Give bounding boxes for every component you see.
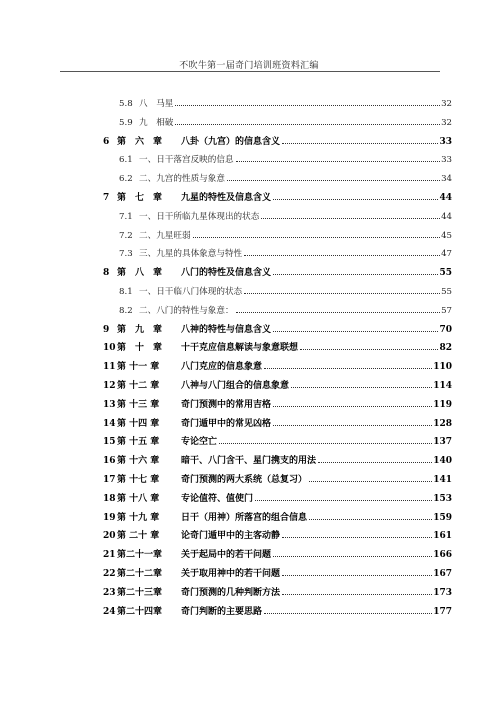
toc-page-number: 33 (439, 136, 452, 147)
toc-number: 14 (103, 418, 116, 429)
toc-title: 八卦（九宫）的信息含义 (181, 136, 281, 147)
toc-number: 7.2 (119, 230, 133, 241)
toc-chapter-entry[interactable] (103, 434, 452, 450)
toc-section-entry[interactable] (119, 209, 452, 225)
toc-title: 二、九星旺弱 (139, 230, 191, 241)
toc-chapter-entry[interactable] (103, 585, 452, 601)
toc-page-number: 45 (441, 230, 452, 241)
toc-page-number: 166 (433, 550, 452, 561)
toc-title: 专论值符、值使门 (181, 493, 254, 504)
toc-section-entry[interactable] (119, 152, 452, 168)
toc-number: 8 (103, 268, 110, 279)
toc-chapter-entry[interactable] (103, 472, 452, 488)
toc-dot-leader (273, 331, 438, 332)
toc-page-number: 32 (441, 117, 452, 128)
toc-title: 九 相破 (139, 117, 174, 128)
toc-number: 11 (103, 362, 116, 373)
toc-chapter-entry[interactable] (103, 378, 452, 394)
toc-number: 23 (103, 587, 116, 598)
toc-dot-leader (273, 425, 432, 426)
toc-chapter-entry[interactable] (103, 528, 452, 544)
toc-title: 关于起局中的若干问题 (181, 550, 272, 561)
toc-page-number: 55 (441, 287, 452, 297)
toc-page-number: 32 (441, 99, 452, 109)
toc-title: 日干（用神）所落宫的组合信息 (181, 512, 308, 523)
header-rule (60, 71, 440, 72)
toc-dot-leader (175, 105, 440, 106)
toc-chapter-label: 第二十一章 (117, 550, 163, 561)
toc-dot-leader (273, 199, 438, 200)
toc-dot-leader (264, 368, 432, 369)
toc-page-number: 44 (441, 211, 452, 222)
toc-chapter-label: 第 六 章 (117, 136, 163, 147)
toc-title: 二、九宫的性质与象意 (139, 174, 225, 185)
toc-chapter-label: 第 十五 章 (117, 437, 160, 448)
toc-chapter-label: 第 十一 章 (117, 362, 160, 373)
toc-dot-leader (227, 180, 440, 181)
toc-section-entry[interactable] (119, 115, 452, 131)
toc-page-number: 177 (433, 606, 452, 617)
toc-chapter-entry[interactable] (103, 453, 452, 469)
toc-section-entry[interactable] (119, 96, 452, 112)
toc-number: 8.1 (119, 287, 133, 297)
toc-page-number: 161 (433, 531, 452, 542)
toc-chapter-label: 第 十四 章 (117, 418, 160, 429)
toc-chapter-entry[interactable] (103, 397, 452, 413)
toc-chapter-label: 第 十九 章 (117, 512, 160, 523)
toc-page-number: 173 (433, 587, 452, 598)
toc-section-entry[interactable] (119, 284, 452, 300)
toc-page-number: 57 (441, 305, 452, 316)
toc-title: 奇门预测的两大系统（总复习） (181, 475, 308, 485)
toc-chapter-label: 第 十二 章 (117, 381, 160, 391)
toc-number: 9 (103, 324, 110, 335)
toc-chapter-label: 第 八 章 (117, 268, 163, 279)
toc-dot-leader (309, 481, 432, 482)
toc-page-number: 114 (433, 381, 452, 391)
toc-dot-leader (264, 613, 432, 614)
toc-title: 八门的特性及信息含义 (181, 268, 272, 279)
toc-title: 奇门判断的主要思路 (181, 606, 263, 617)
toc-chapter-label: 第 十六 章 (117, 456, 160, 467)
toc-chapter-entry[interactable] (103, 604, 452, 620)
toc-title: 九星的特性及信息含义 (181, 193, 272, 203)
toc-number: 12 (103, 381, 116, 391)
toc-dot-leader (193, 237, 440, 238)
toc-dot-leader (282, 575, 432, 576)
toc-dot-leader (175, 124, 440, 125)
toc-page-number: 110 (433, 362, 452, 373)
toc-chapter-label: 第 二十 章 (117, 531, 160, 542)
toc-chapter-label: 第 九 章 (117, 324, 163, 335)
toc-dot-leader (236, 312, 441, 313)
toc-page-number: 47 (441, 249, 452, 260)
toc-chapter-entry[interactable] (103, 190, 452, 206)
toc-page-number: 119 (433, 399, 452, 410)
toc-number: 7.3 (119, 249, 133, 260)
toc-number: 6 (103, 136, 110, 147)
toc-dot-leader (236, 161, 441, 162)
toc-number: 6.2 (119, 174, 133, 185)
toc-title: 关于取用神中的若干问题 (181, 569, 281, 579)
toc-title: 二、八门的特性与象意： (139, 305, 234, 316)
toc-dot-leader (255, 500, 432, 501)
toc-chapter-entry[interactable] (103, 566, 452, 582)
toc-page-number: 140 (433, 456, 452, 467)
toc-number: 10 (103, 343, 116, 354)
toc-page-number: 44 (439, 193, 452, 203)
toc-dot-leader (282, 594, 432, 595)
toc-page-number: 153 (433, 493, 452, 504)
toc-number: 19 (103, 512, 116, 523)
toc-dot-leader (244, 255, 440, 256)
toc-number: 15 (103, 437, 116, 448)
toc-number: 5.9 (119, 117, 133, 128)
toc-dot-leader (309, 519, 432, 520)
toc-chapter-label: 第二十二章 (117, 569, 163, 579)
toc-title: 一、日干临八门体现的状态 (139, 287, 243, 297)
toc-title: 奇门预测中的常用吉格 (181, 399, 272, 410)
toc-number: 13 (103, 399, 116, 410)
toc-section-entry[interactable] (119, 246, 452, 262)
toc-chapter-entry[interactable] (103, 340, 452, 356)
toc-chapter-entry[interactable] (103, 359, 452, 375)
toc-page-number: 167 (433, 569, 452, 579)
toc-page-number: 141 (433, 475, 452, 485)
toc-number: 8.2 (119, 305, 133, 316)
toc-chapter-entry[interactable] (103, 416, 452, 432)
toc-page-number: 55 (439, 268, 452, 279)
toc-chapter-label: 第 七 章 (117, 193, 163, 203)
toc-dot-leader (282, 537, 432, 538)
toc-chapter-label: 第 十七 章 (117, 475, 160, 485)
toc-dot-leader (273, 406, 432, 407)
toc-chapter-entry[interactable] (103, 322, 452, 338)
toc-number: 16 (103, 456, 116, 467)
toc-title: 奇门遁甲中的常见凶格 (181, 418, 272, 429)
toc-number: 6.1 (119, 155, 133, 166)
toc-title: 一、日干所临九星体现出的状态 (139, 211, 260, 222)
toc-dot-leader (244, 293, 440, 294)
toc-dot-leader (291, 387, 432, 388)
running-header-title: 不吹牛第一届奇门培训班资料汇编 (179, 61, 319, 71)
toc-page-number: 137 (433, 437, 452, 448)
toc-chapter-entry[interactable] (103, 265, 452, 281)
toc-title: 八神的特性与信息含义 (181, 324, 272, 335)
toc-dot-leader (300, 349, 438, 350)
toc-dot-leader (273, 556, 432, 557)
toc-number: 20 (103, 531, 116, 542)
toc-title: 奇门预测的几种判断方法 (181, 587, 281, 598)
toc-number: 18 (103, 493, 116, 504)
toc-title: 八神与八门组合的信息象意 (181, 381, 290, 391)
toc-title: 暗干、八门含干、星门携支的用法 (181, 456, 317, 467)
toc-section-entry[interactable] (119, 171, 452, 187)
toc-chapter-entry[interactable] (103, 510, 452, 526)
toc-chapter-label: 第二十三章 (117, 587, 163, 598)
toc-title: 论奇门遁甲中的主客动静 (181, 531, 281, 542)
toc-chapter-label: 第二十四章 (117, 606, 163, 617)
toc-dot-leader (261, 218, 440, 219)
toc-section-entry[interactable] (119, 303, 452, 319)
toc-chapter-label: 第 十八 章 (117, 493, 160, 504)
toc-chapter-label: 第 十 章 (117, 343, 163, 354)
toc-chapter-entry[interactable] (103, 134, 452, 150)
toc-chapter-entry[interactable] (103, 491, 452, 507)
toc-dot-leader (273, 274, 438, 275)
toc-title: 一、日干落宫反映的信息 (139, 155, 234, 166)
toc-page-number: 70 (439, 324, 452, 335)
toc-title: 八 马星 (139, 99, 174, 109)
toc-dot-leader (219, 443, 432, 444)
toc-page-number: 128 (433, 418, 452, 429)
toc-number: 22 (103, 569, 116, 579)
toc-chapter-label: 第 十三 章 (117, 399, 160, 410)
toc-title: 三、九星的具体象意与特性 (139, 249, 243, 260)
toc-title: 十干克应信息解读与象意联想 (181, 343, 299, 354)
toc-title: 八门克应的信息象意 (181, 362, 263, 373)
toc-number: 5.8 (119, 99, 133, 109)
toc-title: 专论空亡 (181, 437, 218, 448)
toc-page-number: 34 (441, 174, 452, 185)
toc-page-number: 159 (433, 512, 452, 523)
toc-chapter-entry[interactable] (103, 547, 452, 563)
toc-page-number: 82 (439, 343, 452, 354)
toc-dot-leader (282, 143, 438, 144)
toc-number: 7.1 (119, 211, 133, 222)
toc-dot-leader (318, 462, 432, 463)
toc-page-number: 33 (441, 155, 452, 166)
toc-number: 7 (103, 193, 110, 203)
toc-section-entry[interactable] (119, 228, 452, 244)
toc-number: 21 (103, 550, 116, 561)
toc-number: 24 (103, 606, 116, 617)
toc-number: 17 (103, 475, 116, 485)
